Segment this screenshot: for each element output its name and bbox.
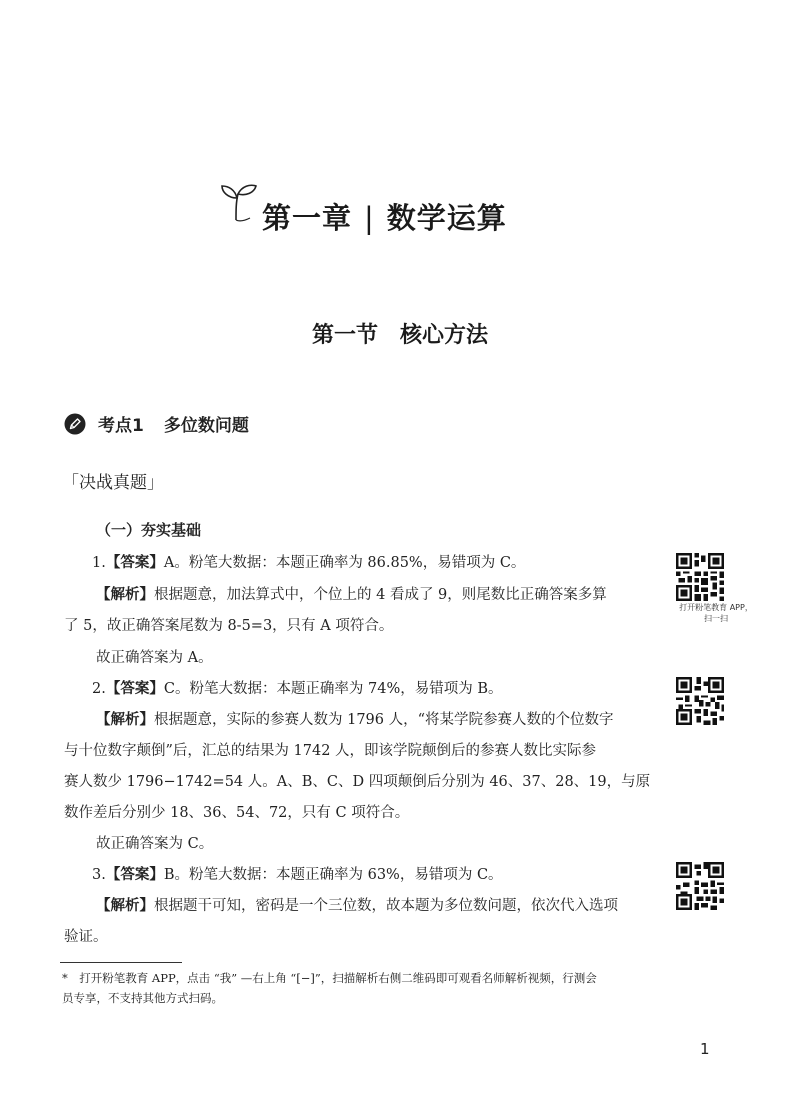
q2-analysis-tag: 【解析】: [96, 712, 154, 728]
key-point-label: 考点1: [98, 416, 144, 436]
qr-caption-line-1: 打开粉笔教育 APP，: [679, 603, 753, 612]
q1-number: 1.: [92, 555, 106, 571]
q3-answer-line: [92, 865, 503, 885]
chapter-number: 第一章: [262, 201, 353, 235]
q3-analysis-line-2: 验证。: [64, 929, 108, 945]
q1-analysis-line-2: 了 5，故正确答案尾数为 8-5=3，只有 A 项符合。: [64, 618, 394, 634]
q1-analysis-tag: 【解析】: [96, 587, 154, 603]
q1-answer-text: A。粉笔大数据：本题正确率为 86.85%，易错项为 C。: [163, 555, 526, 571]
q2-analysis-line-1: [96, 710, 614, 730]
q3-number: 3.: [92, 867, 106, 883]
section-name: 核心方法: [400, 323, 489, 348]
q2-answer-text: C。粉笔大数据：本题正确率为 74%，易错项为 B。: [163, 681, 503, 697]
q2-answer-line: [92, 679, 503, 699]
block-title-text: 决战真题: [79, 473, 147, 493]
sprout-icon: [214, 176, 264, 226]
q3-analysis-text-1: 根据题干可知，密码是一个三位数，故本题为多位数问题，依次代入选项: [154, 898, 618, 914]
footnote-line-2: 员专享，不支持其他方式扫码。: [62, 991, 223, 1005]
bracket-open: 「: [62, 473, 79, 493]
chapter-name: 数学运算: [386, 201, 507, 235]
q2-conclusion: 故正确答案为 C。: [96, 836, 214, 852]
q1-answer-tag: 【答案】: [105, 555, 164, 571]
key-point-title: 多位数问题: [163, 416, 249, 436]
q2-answer-tag: 【答案】: [105, 681, 164, 697]
section-title: [0, 318, 800, 349]
qr-caption: [656, 602, 776, 624]
key-point-heading: [98, 411, 249, 436]
q2-number: 2.: [92, 681, 106, 697]
chapter-separator: |: [364, 201, 375, 235]
q1-analysis-text-1: 根据题意，加法算式中，个位上的 4 看成了 9，则尾数比正确答案多算: [154, 587, 607, 603]
footnote-rule: [60, 962, 182, 963]
q2-analysis-line-2: 与十位数字颠倒”后，汇总的结果为 1742 人，即该学院颠倒后的参赛人数比实际参: [64, 743, 597, 759]
q1-qr-code[interactable]: [676, 553, 724, 601]
q1-analysis-line-1: [96, 585, 607, 605]
page-number: 1: [700, 1040, 710, 1058]
bracket-close: 」: [147, 473, 164, 493]
q3-analysis-line-1: [96, 896, 618, 916]
footnote-line-1: * 打开粉笔教育 APP，点击 “我” —右上角 “[−]”，扫描解析右侧二维码即可观看名师解析视频，行测会: [62, 971, 597, 985]
subsection-title: （一）夯实基础: [96, 521, 202, 539]
qr-caption-line-2: 扫一扫: [704, 614, 728, 623]
q1-conclusion: 故正确答案为 A。: [96, 650, 213, 666]
pencil-badge-icon: [64, 413, 86, 435]
q3-answer-tag: 【答案】: [105, 867, 164, 883]
block-title: [62, 468, 164, 493]
q2-analysis-text-1: 根据题意，实际的参赛人数为 1796 人，“将某学院参赛人数的个位数字: [154, 712, 614, 728]
q3-qr-code[interactable]: [676, 862, 724, 910]
chapter-title: [262, 196, 507, 237]
q2-qr-code[interactable]: [676, 677, 724, 725]
q2-analysis-line-4: 数作差后分别少 18、36、54、72，只有 C 项符合。: [64, 805, 410, 821]
section-number: 第一节: [311, 323, 378, 348]
q3-answer-text: B。粉笔大数据：本题正确率为 63%，易错项为 C。: [163, 867, 503, 883]
q2-analysis-line-3: 赛人数少 1796−1742=54 人。A、B、C、D 四项颠倒后分别为 46、37、28、19，与原: [64, 774, 651, 790]
q1-answer-line: [92, 553, 525, 573]
q3-analysis-tag: 【解析】: [96, 898, 154, 914]
